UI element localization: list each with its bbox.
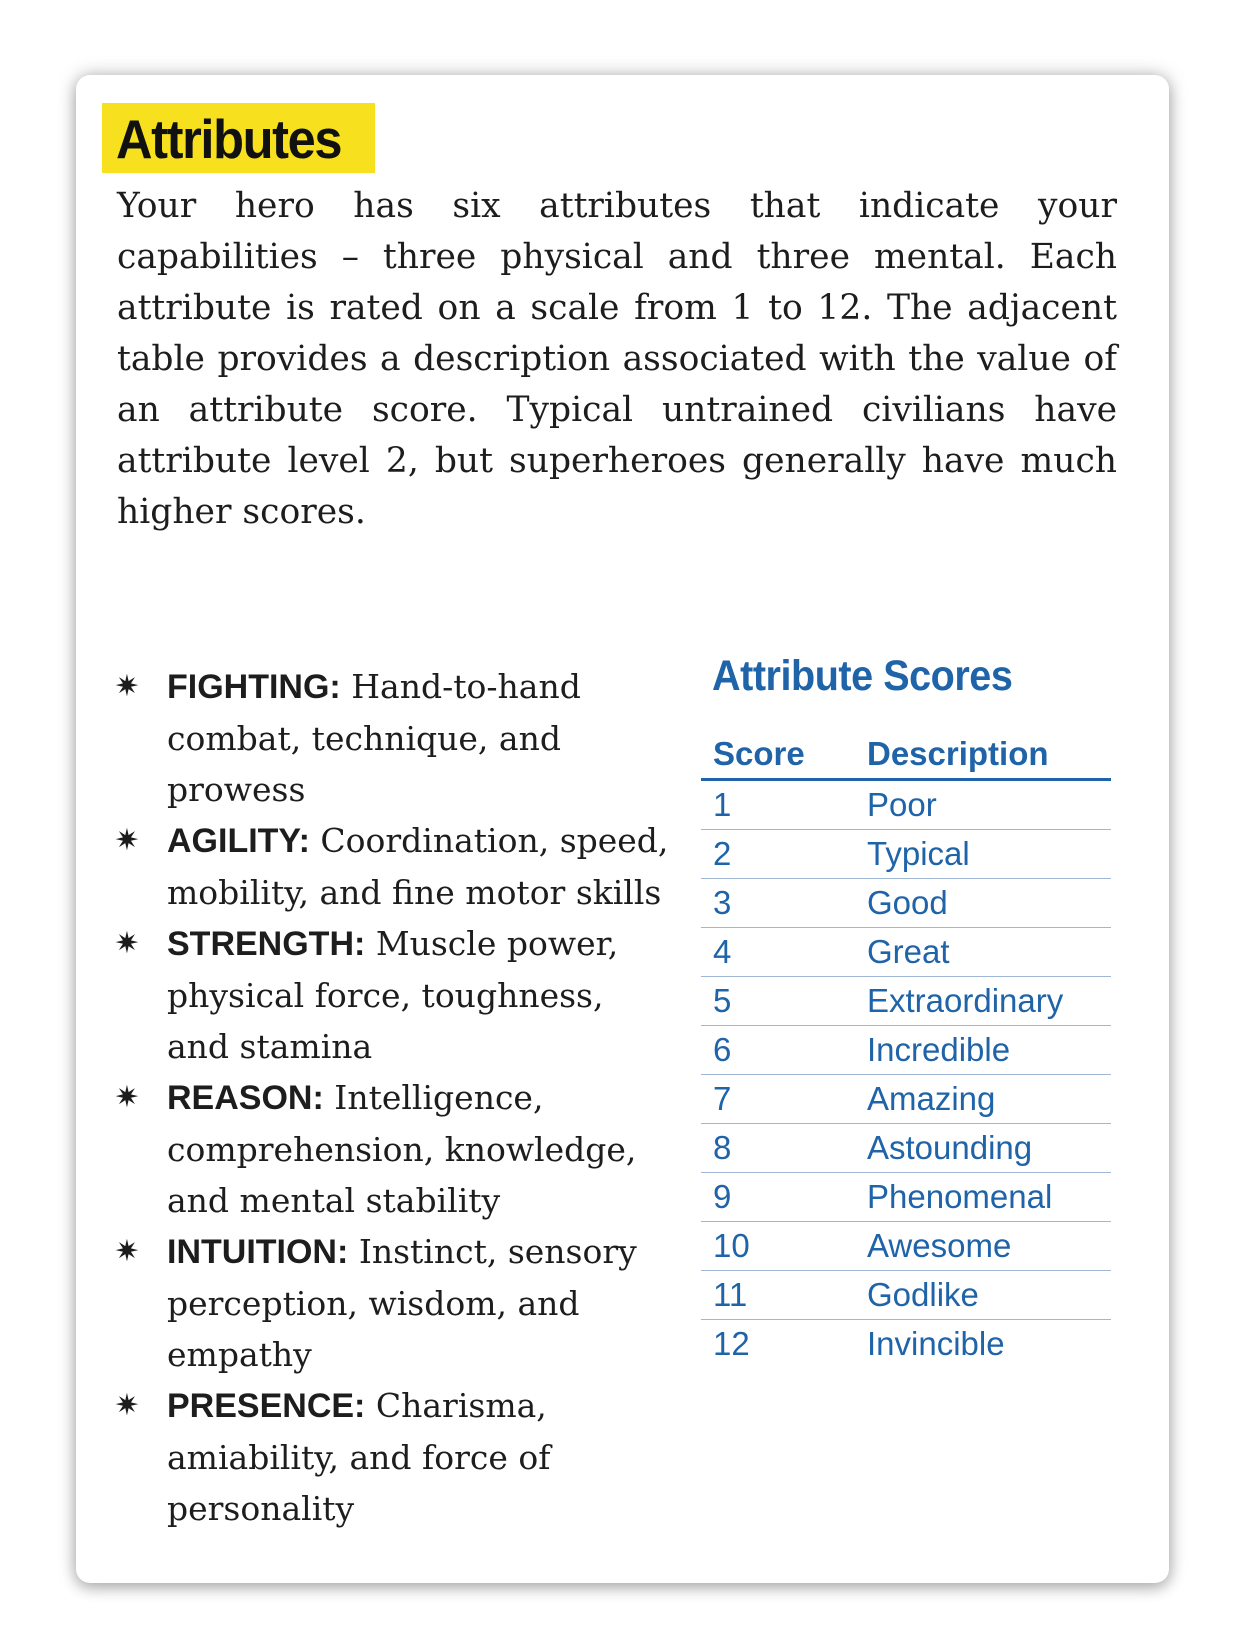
table-row: [701, 1320, 1111, 1369]
table-row: [701, 1075, 1111, 1124]
description-cell: Amazing: [855, 1075, 1111, 1124]
attribute-name: INTUITION:: [167, 1233, 349, 1271]
attribute-item-presence: [112, 1380, 672, 1534]
description-column-header: Description: [855, 730, 1111, 780]
score-cell: 2: [701, 830, 855, 879]
score-cell: 9: [701, 1173, 855, 1222]
description-cell: Typical: [855, 830, 1111, 879]
description-cell: Great: [855, 928, 1111, 977]
bullet-star-icon: ✷: [114, 1388, 140, 1423]
score-column-header: Score: [701, 730, 855, 780]
bullet-star-icon: ✷: [114, 1080, 140, 1115]
attribute-scores-table: [701, 730, 1111, 1368]
bullet-star-icon: ✷: [114, 1234, 140, 1269]
table-header-row: [701, 730, 1111, 780]
attributes-card: [76, 75, 1169, 1583]
attribute-name: STRENGTH:: [167, 925, 366, 963]
scores-table-title: Attribute Scores: [712, 652, 1013, 700]
attribute-description: Instinct, sensory perception, wisdom, and empathy: [167, 1232, 637, 1374]
attribute-description: Coordination, speed, mobility, and fine motor skills: [167, 821, 669, 912]
attribute-description: Muscle power, physical force, toughness, and stamina: [167, 924, 619, 1066]
description-cell: Good: [855, 879, 1111, 928]
intro-paragraph: Your hero has six attributes that indicate your capabilities – three physical and three mental. Each attribute is rated on a scale from 1 to 12. The adjacent table provides a description associated with the value of an attribute score. Typical untrained civilians have attribute level 2, but superheroes generally have much higher scores.: [117, 186, 1117, 532]
table-row: [701, 780, 1111, 830]
table-row: [701, 879, 1111, 928]
attribute-name: AGILITY:: [167, 822, 310, 860]
score-cell: 6: [701, 1026, 855, 1075]
score-cell: 7: [701, 1075, 855, 1124]
score-cell: 10: [701, 1222, 855, 1271]
score-cell: 5: [701, 977, 855, 1026]
score-cell: 4: [701, 928, 855, 977]
table-row: [701, 830, 1111, 879]
table-row: [701, 1124, 1111, 1173]
score-cell: 8: [701, 1124, 855, 1173]
score-cell: 11: [701, 1271, 855, 1320]
attribute-item-fighting: [112, 661, 672, 815]
attribute-description: Hand-to-hand combat, technique, and prowess: [167, 667, 581, 809]
description-cell: Awesome: [855, 1222, 1111, 1271]
description-cell: Godlike: [855, 1271, 1111, 1320]
attribute-item-agility: [112, 815, 672, 918]
table-row: [701, 1222, 1111, 1271]
attribute-item-strength: [112, 918, 672, 1072]
attribute-name: FIGHTING:: [167, 668, 341, 706]
attribute-item-intuition: [112, 1226, 672, 1380]
table-row: [701, 1271, 1111, 1320]
bullet-star-icon: ✷: [114, 669, 140, 704]
description-cell: Astounding: [855, 1124, 1111, 1173]
attribute-description: Charisma, amiability, and force of personality: [167, 1386, 551, 1528]
score-cell: 3: [701, 879, 855, 928]
description-cell: Incredible: [855, 1026, 1111, 1075]
description-cell: Poor: [855, 780, 1111, 830]
title-highlight: [102, 103, 375, 173]
attribute-name: PRESENCE:: [167, 1387, 366, 1425]
attribute-name: REASON:: [167, 1079, 324, 1117]
attribute-list: [112, 661, 672, 1534]
table-row: [701, 1173, 1111, 1222]
description-cell: Phenomenal: [855, 1173, 1111, 1222]
table-row: [701, 928, 1111, 977]
description-cell: Invincible: [867, 1325, 1005, 1362]
score-cell: 1: [701, 780, 855, 830]
bullet-star-icon: ✷: [114, 823, 140, 858]
description-cell: Extraordinary: [855, 977, 1111, 1026]
attribute-description: Intelligence, comprehension, knowledge, and mental stability: [167, 1078, 637, 1220]
table-row: [701, 1026, 1111, 1075]
attribute-item-reason: [112, 1072, 672, 1226]
score-cell: 12: [713, 1325, 750, 1362]
bullet-star-icon: ✷: [114, 926, 140, 961]
page-title: Attributes: [116, 107, 342, 170]
table-row: [701, 977, 1111, 1026]
